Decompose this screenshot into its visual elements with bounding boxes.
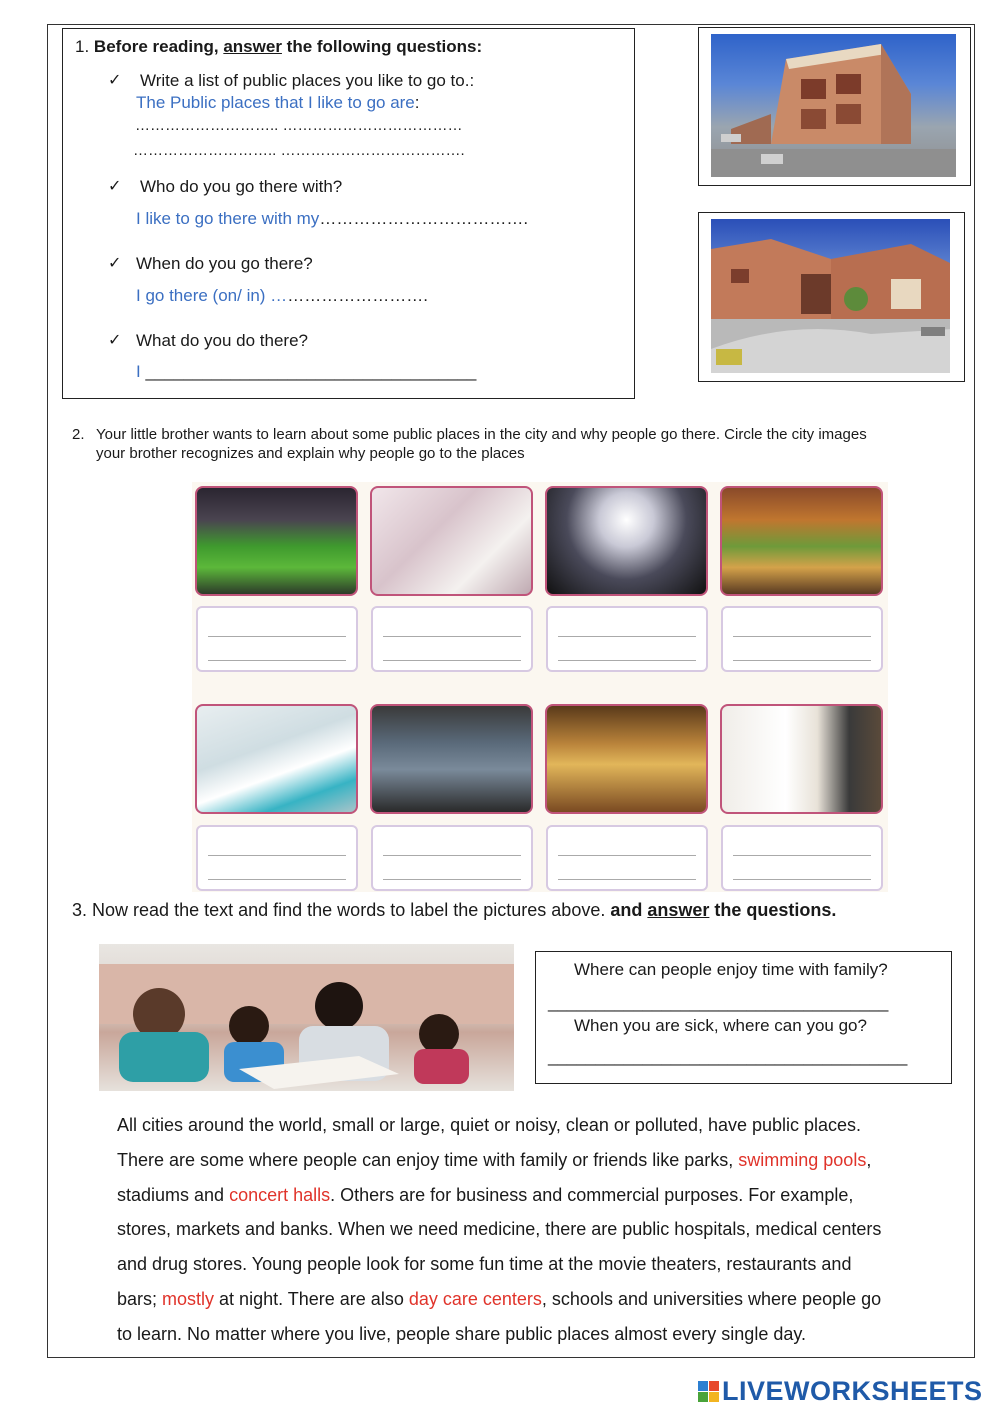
highlight-concert-halls: concert halls: [229, 1184, 331, 1205]
q2-question: Who do you go there with?: [140, 177, 343, 196]
image-study-room[interactable]: [720, 704, 883, 814]
q1-prompt-text: The Public places that I like to go are: [136, 93, 415, 112]
q2-answer-dots[interactable]: ……………………………….: [319, 209, 529, 228]
answer-line-sick[interactable]: ______________________________________: [548, 1047, 908, 1066]
answer-box[interactable]: [371, 606, 533, 672]
q4-question: What do you do there?: [136, 331, 309, 350]
liveworksheets-logo-text: LIVEWORKSHEETS: [722, 1376, 983, 1406]
image-hospital-bed[interactable]: [370, 486, 533, 596]
answer-box[interactable]: [196, 825, 358, 891]
section1-heading: [75, 37, 482, 57]
q3-question: When do you go there?: [136, 254, 313, 273]
q1-answer-dots-2[interactable]: ……………………….. ……………………………….: [133, 142, 465, 159]
passage-line: stores, markets and banks. When we need medicine, there are public hospitals, medical centers: [117, 1219, 882, 1240]
section3-text-d: the questions.: [709, 900, 837, 920]
building-photo-2: [698, 212, 965, 382]
question-sick: When you are sick, where can you go?: [574, 1016, 867, 1035]
q1-answer-dots-1[interactable]: ……………………….. ………………………………: [135, 117, 463, 134]
answer-box[interactable]: [721, 606, 883, 672]
highlight-mostly: mostly: [162, 1288, 215, 1309]
family-illustration: [99, 944, 514, 1091]
image-market[interactable]: [720, 486, 883, 596]
section1-number: 1.: [75, 37, 90, 56]
passage-text: . Others are for business and commercial purposes. For example,: [330, 1184, 854, 1205]
section3-text-a: Now read the text and find the words to label the pictures above.: [92, 900, 611, 920]
section2-text-line2: your brother recognizes and explain why people go to the places: [96, 445, 525, 462]
section3-text-answer: answer: [647, 900, 710, 920]
building-illustration-1: [711, 34, 956, 177]
section3-number: 3.: [72, 900, 88, 920]
q4-answer-blank[interactable]: ___________________________________: [140, 362, 477, 381]
q1-question: Write a list of public places you like to go to.:: [140, 71, 475, 90]
passage-text: ,: [866, 1149, 872, 1170]
question-family: Where can people enjoy time with family?: [574, 960, 888, 979]
passage-line: [117, 1143, 965, 1178]
passage-line: [117, 1282, 965, 1317]
answer-line-family[interactable]: ____________________________________: [548, 993, 889, 1012]
highlight-swimming-pools: swimming pools: [738, 1149, 867, 1170]
passage-line: to learn. No matter where you live, people share public places almost every single day.: [117, 1323, 807, 1344]
section2-number: 2.: [72, 426, 85, 443]
section1-heading-c: the following questions:: [281, 37, 483, 56]
answer-box[interactable]: [196, 606, 358, 672]
checkmark-icon: ✓: [108, 178, 122, 195]
checkmark-icon: ✓: [108, 72, 122, 89]
q2-prompt: [136, 209, 528, 229]
passage-text: bars;: [117, 1288, 163, 1309]
family-reading-photo: [99, 944, 514, 1091]
section3-heading: [72, 900, 836, 921]
q2-prompt-text: I like to go there with my: [136, 209, 320, 228]
passage-text: at night. There are also: [214, 1288, 409, 1309]
section3-text-b: and: [610, 900, 648, 920]
image-spa-pool[interactable]: [195, 704, 358, 814]
q4-prompt: [136, 362, 476, 382]
passage-text: , schools and universities where people go: [541, 1288, 882, 1309]
q4-prompt-text: I: [136, 362, 141, 381]
checkmark-icon: ✓: [108, 255, 122, 272]
answer-box[interactable]: [721, 825, 883, 891]
image-concert[interactable]: [545, 486, 708, 596]
section2-text-line1: Your little brother wants to learn about some public places in the city and why people go there. Circle the city images: [96, 426, 867, 443]
image-stadium[interactable]: [195, 486, 358, 596]
q1-prompt-colon: :: [414, 93, 420, 112]
building-illustration-2: [711, 219, 950, 373]
liveworksheets-logo-icon: [698, 1381, 720, 1403]
passage-line: All cities around the world, small or large, quiet or noisy, clean or polluted, have public places.: [117, 1115, 862, 1135]
section1-heading-a: Before reading,: [93, 37, 224, 56]
q3-answer-dots[interactable]: …………………….: [287, 286, 428, 305]
q3-prompt: [136, 286, 428, 306]
answer-box[interactable]: [371, 825, 533, 891]
image-shopping-mall[interactable]: [545, 704, 708, 814]
answer-box[interactable]: [546, 825, 708, 891]
checkmark-icon: ✓: [108, 332, 122, 349]
passage-text: There are some where people can enjoy time with family or friends like parks,: [117, 1149, 739, 1170]
answer-box[interactable]: [546, 606, 708, 672]
image-care-center[interactable]: [370, 704, 533, 814]
building-photo-1: [698, 27, 971, 186]
highlight-day-care-centers: day care centers: [408, 1288, 542, 1309]
passage-line: and drug stores. Young people look for some fun time at the movie theaters, restaurants and: [117, 1254, 852, 1275]
passage-text: stadiums and: [117, 1184, 230, 1205]
q3-prompt-text: I go there (on/ in) …: [136, 286, 288, 305]
passage-line: [117, 1178, 965, 1213]
q1-prompt: [136, 93, 420, 113]
section1-heading-answer: answer: [223, 37, 282, 56]
reading-passage: [117, 1108, 965, 1352]
